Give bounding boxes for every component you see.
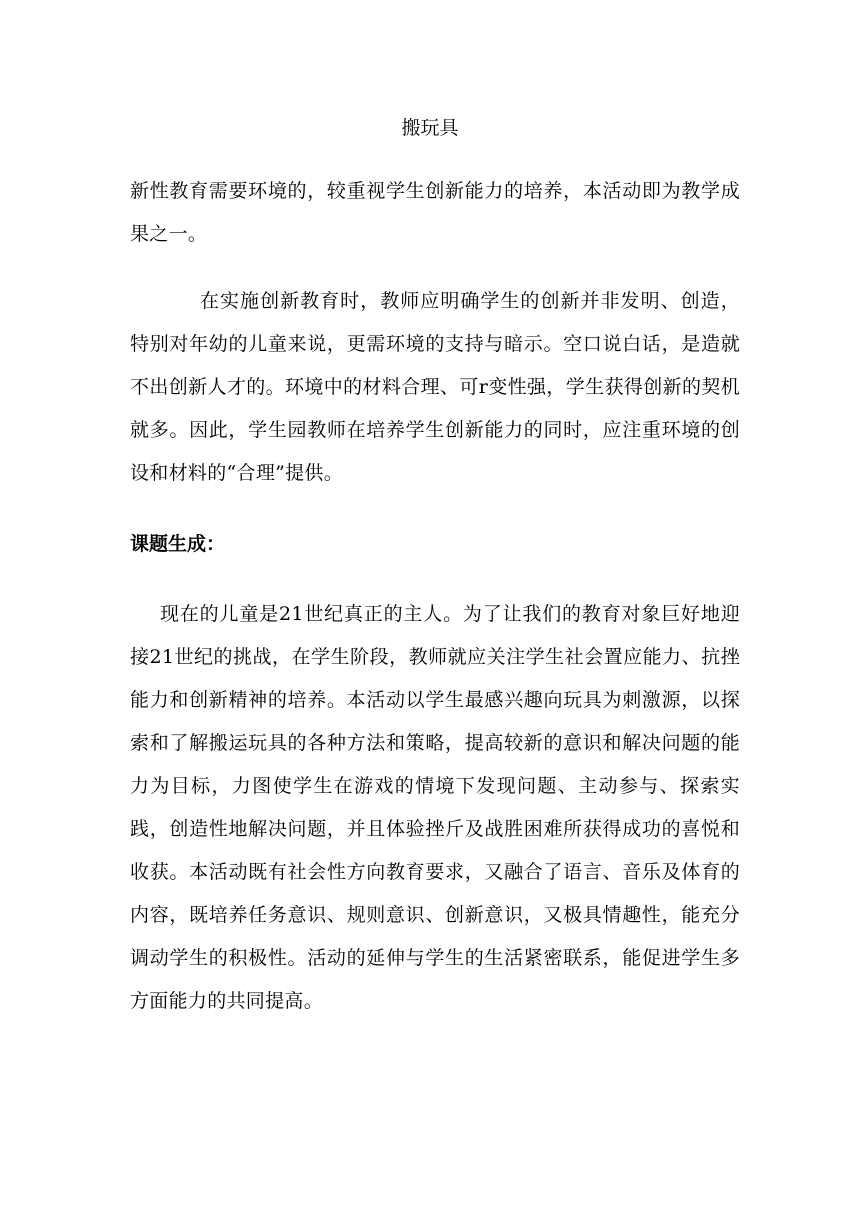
innovation-paragraph: 在实施创新教育时，教师应明确学生的创新并非发明、创造，特别对年幼的儿童来说，更需环境的支持与暗示。空口说白话，是造就不出创新人才的。环境中的材料合理、可r变性强，学生获得创新的契机就多。因此，学生园教师在培养学生创新能力的同时，应注重环境的创设和材料的“合理”提供。 xyxy=(130,290,740,484)
intro-paragraph: 新性教育需要环境的，较重视学生创新能力的培养，本活动即为教学成果之一。 xyxy=(130,180,740,245)
topic-paragraph: 现在的儿童是21世纪真正的主人。为了让我们的教育对象巨好地迎接21世纪的挑战，在学生阶段，教师就应关注学生社会置应能力、抗挫能力和创新精神的培养。本活动以学生最感兴趣向玩具为刺激源，以探索和了解搬运玩具的各种方法和策略，提高较新的意识和解决问题的能力为目标，力图使学生在游戏的情境下发现问题、主动参与、探索实践，创造性地解决问题，并且体验挫斤及战胜困难所获得成功的喜悦和收获。本活动既有社会性方向教育要求，又融合了语言、音乐及体育的内容，既培养任务意识、规则意识、创新意识，又极具情趣性，能充分调动学生的积极性。活动的延伸与学生的生活紧密联系，能促进学生多方面能力的共同提高。 xyxy=(130,603,740,1012)
section-heading: 课题生成： xyxy=(130,533,226,555)
document-title: 搬玩具 xyxy=(401,117,459,139)
